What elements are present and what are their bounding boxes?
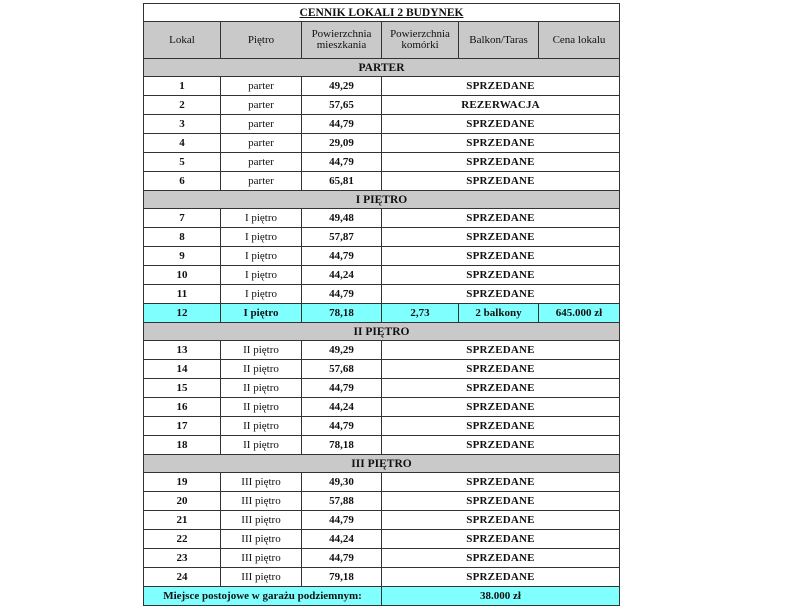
cell-lokal: 9: [144, 247, 221, 266]
cell-pietro: parter: [221, 134, 302, 153]
table-row: [144, 115, 620, 134]
cell-lokal: 12: [144, 304, 221, 323]
cell-status: SPRZEDANE: [382, 153, 620, 172]
table-row: [144, 568, 620, 587]
cell-pietro: III piętro: [221, 492, 302, 511]
cell-pietro: II piętro: [221, 417, 302, 436]
section-row: [144, 59, 620, 77]
cell-pietro: parter: [221, 77, 302, 96]
cell-pow-mieszkania: 44,24: [302, 266, 382, 285]
cell-pow-mieszkania: 29,09: [302, 134, 382, 153]
cell-status: SPRZEDANE: [382, 115, 620, 134]
cell-pietro: parter: [221, 115, 302, 134]
cell-pow-mieszkania: 44,24: [302, 530, 382, 549]
cell-pietro: I piętro: [221, 304, 302, 323]
table-row: [144, 398, 620, 417]
cell-status: SPRZEDANE: [382, 549, 620, 568]
table-row: [144, 247, 620, 266]
cell-pow-mieszkania: 44,79: [302, 379, 382, 398]
table-row: [144, 228, 620, 247]
cell-lokal: 18: [144, 436, 221, 455]
cell-pietro: III piętro: [221, 530, 302, 549]
cell-pow-mieszkania: 57,65: [302, 96, 382, 115]
cell-lokal: 13: [144, 341, 221, 360]
cell-status: SPRZEDANE: [382, 134, 620, 153]
cell-pow-mieszkania: 44,24: [302, 398, 382, 417]
cell-pow-mieszkania: 57,88: [302, 492, 382, 511]
cell-status: SPRZEDANE: [382, 530, 620, 549]
cell-pow-mieszkania: 49,48: [302, 209, 382, 228]
table-row: [144, 304, 620, 323]
cell-status: SPRZEDANE: [382, 511, 620, 530]
table-title: CENNIK LOKALI 2 BUDYNEK: [144, 4, 620, 22]
table-row: [144, 530, 620, 549]
table-row: [144, 511, 620, 530]
header-pietro: Piętro: [221, 22, 302, 59]
cell-lokal: 5: [144, 153, 221, 172]
header-balkon: Balkon/Taras: [459, 22, 539, 59]
cell-pietro: II piętro: [221, 379, 302, 398]
cell-pow-mieszkania: 49,30: [302, 473, 382, 492]
table-row: [144, 153, 620, 172]
table-row: [144, 172, 620, 191]
table-row: [144, 379, 620, 398]
cell-status: SPRZEDANE: [382, 266, 620, 285]
cell-status: SPRZEDANE: [382, 209, 620, 228]
cell-status: SPRZEDANE: [382, 77, 620, 96]
cell-status: SPRZEDANE: [382, 360, 620, 379]
table-row: [144, 473, 620, 492]
cell-pietro: II piętro: [221, 341, 302, 360]
table-row: [144, 134, 620, 153]
cell-status: SPRZEDANE: [382, 473, 620, 492]
cell-lokal: 8: [144, 228, 221, 247]
parking-label: Miejsce postojowe w garażu podziemnym:: [144, 587, 382, 606]
section-row: [144, 323, 620, 341]
cell-pow-mieszkania: 79,18: [302, 568, 382, 587]
cell-lokal: 22: [144, 530, 221, 549]
cell-lokal: 16: [144, 398, 221, 417]
table-row: [144, 360, 620, 379]
cell-status: SPRZEDANE: [382, 247, 620, 266]
cell-pow-mieszkania: 44,79: [302, 247, 382, 266]
cell-pietro: III piętro: [221, 568, 302, 587]
cell-pietro: I piętro: [221, 247, 302, 266]
cell-pow-mieszkania: 44,79: [302, 285, 382, 304]
table-row: [144, 209, 620, 228]
cell-pietro: III piętro: [221, 473, 302, 492]
cell-pietro: parter: [221, 96, 302, 115]
table-row: [144, 417, 620, 436]
section-title: I PIĘTRO: [144, 191, 620, 209]
cell-pow-mieszkania: 44,79: [302, 549, 382, 568]
cell-pow-mieszkania: 78,18: [302, 304, 382, 323]
cell-lokal: 4: [144, 134, 221, 153]
cell-lokal: 15: [144, 379, 221, 398]
cell-lokal: 20: [144, 492, 221, 511]
cell-status: SPRZEDANE: [382, 341, 620, 360]
cell-pietro: I piętro: [221, 209, 302, 228]
cell-status: REZERWACJA: [382, 96, 620, 115]
cell-pow-komorki: 2,73: [382, 304, 459, 323]
cell-pow-mieszkania: 49,29: [302, 341, 382, 360]
cell-balkon: 2 balkony: [459, 304, 539, 323]
header-pow-mieszkania: Powierzchnia mieszkania: [302, 22, 382, 59]
table-row: [144, 549, 620, 568]
cell-lokal: 21: [144, 511, 221, 530]
cell-lokal: 17: [144, 417, 221, 436]
table-row: [144, 96, 620, 115]
header-pow-komorki: Powierzchnia komórki: [382, 22, 459, 59]
cell-pow-mieszkania: 57,68: [302, 360, 382, 379]
title-row: [144, 4, 620, 22]
cell-pietro: II piętro: [221, 398, 302, 417]
table-row: [144, 77, 620, 96]
cell-lokal: 3: [144, 115, 221, 134]
cell-pietro: I piętro: [221, 228, 302, 247]
cell-status: SPRZEDANE: [382, 417, 620, 436]
cell-lokal: 6: [144, 172, 221, 191]
cell-cena: 645.000 zł: [539, 304, 620, 323]
cell-lokal: 2: [144, 96, 221, 115]
cell-status: SPRZEDANE: [382, 398, 620, 417]
table-row: [144, 266, 620, 285]
section-row: [144, 191, 620, 209]
cell-status: SPRZEDANE: [382, 492, 620, 511]
cell-lokal: 11: [144, 285, 221, 304]
cell-pietro: parter: [221, 153, 302, 172]
cell-lokal: 19: [144, 473, 221, 492]
cell-status: SPRZEDANE: [382, 568, 620, 587]
cell-pietro: I piętro: [221, 285, 302, 304]
table-row: [144, 436, 620, 455]
cell-pow-mieszkania: 44,79: [302, 115, 382, 134]
cell-pietro: parter: [221, 172, 302, 191]
cell-lokal: 24: [144, 568, 221, 587]
header-cena: Cena lokalu: [539, 22, 620, 59]
section-title: PARTER: [144, 59, 620, 77]
price-table: [143, 3, 620, 606]
cell-status: SPRZEDANE: [382, 436, 620, 455]
table-row: [144, 285, 620, 304]
cell-pietro: I piętro: [221, 266, 302, 285]
header-row: [144, 22, 620, 59]
section-title: III PIĘTRO: [144, 455, 620, 473]
cell-pow-mieszkania: 65,81: [302, 172, 382, 191]
cell-status: SPRZEDANE: [382, 379, 620, 398]
cell-status: SPRZEDANE: [382, 285, 620, 304]
cell-lokal: 14: [144, 360, 221, 379]
section-row: [144, 455, 620, 473]
cell-status: SPRZEDANE: [382, 228, 620, 247]
price-list-sheet: [143, 3, 619, 606]
section-title: II PIĘTRO: [144, 323, 620, 341]
header-lokal: Lokal: [144, 22, 221, 59]
cell-pietro: III piętro: [221, 511, 302, 530]
cell-pow-mieszkania: 44,79: [302, 153, 382, 172]
cell-pow-mieszkania: 49,29: [302, 77, 382, 96]
cell-pow-mieszkania: 44,79: [302, 511, 382, 530]
cell-lokal: 23: [144, 549, 221, 568]
cell-pietro: III piętro: [221, 549, 302, 568]
parking-row: [144, 587, 620, 606]
table-row: [144, 492, 620, 511]
cell-status: SPRZEDANE: [382, 172, 620, 191]
cell-pow-mieszkania: 78,18: [302, 436, 382, 455]
table-row: [144, 341, 620, 360]
cell-lokal: 1: [144, 77, 221, 96]
cell-pow-mieszkania: 44,79: [302, 417, 382, 436]
cell-pow-mieszkania: 57,87: [302, 228, 382, 247]
cell-lokal: 7: [144, 209, 221, 228]
cell-lokal: 10: [144, 266, 221, 285]
cell-pietro: II piętro: [221, 360, 302, 379]
cell-pietro: II piętro: [221, 436, 302, 455]
parking-price: 38.000 zł: [382, 587, 620, 606]
